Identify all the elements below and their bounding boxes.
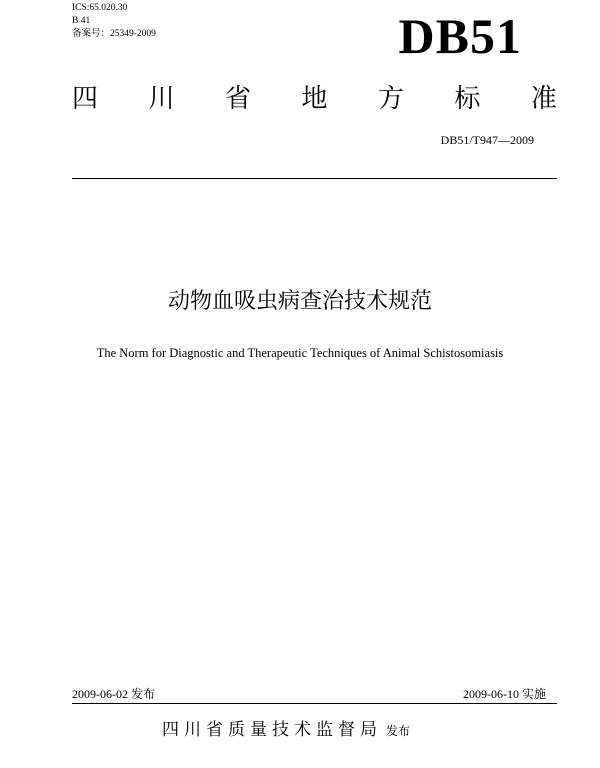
issue-date-line: [72, 687, 155, 701]
authority-char: 准: [530, 84, 557, 114]
authority-char: 方: [377, 84, 404, 114]
issue-date: 2009-06-02: [72, 687, 128, 701]
authority-char: 四: [72, 84, 99, 114]
publisher-suffix: 发布: [386, 724, 411, 738]
header-divider: [72, 178, 557, 179]
db51-logo: DB51: [398, 8, 522, 64]
record-number: 备案号：25349-2009: [72, 29, 156, 39]
classification-code: B 41: [72, 16, 91, 26]
issue-label: 发布: [131, 687, 156, 701]
implement-date-line: [463, 687, 546, 701]
ics-code: ICS:65.020.30: [72, 3, 128, 13]
document-number: DB51/T947—2009: [440, 133, 534, 147]
footer-divider: [72, 703, 557, 704]
authority-char: 省: [224, 84, 251, 114]
authority-char: 地: [301, 84, 328, 114]
standard-authority-title: [72, 84, 557, 114]
implement-label: 实施: [521, 687, 546, 701]
publisher-name: 四川省质量技术监督局: [162, 720, 382, 740]
implement-date: 2009-06-10: [462, 687, 519, 701]
publisher-line: [162, 719, 410, 742]
authority-char: 川: [148, 84, 175, 114]
document-title-chinese: 动物血吸虫病查治技术规范: [167, 289, 432, 314]
authority-char: 标: [454, 84, 481, 114]
document-title-english: The Norm for Diagnostic and Therapeutic Techniques of Animal Schistosomiasis: [96, 346, 504, 360]
